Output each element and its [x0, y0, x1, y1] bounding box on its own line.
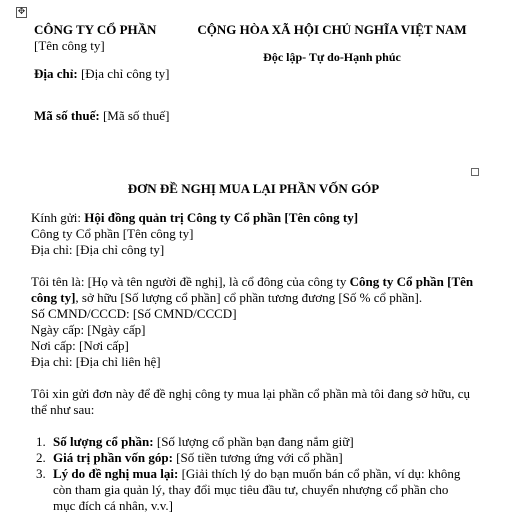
address-label: Địa chỉ: [34, 66, 78, 81]
address-value: [Địa chỉ công ty] [80, 66, 170, 81]
tax-value: [Mã số thuế] [102, 108, 170, 123]
item-value: [Giải thích lý do bạn muốn bán cổ phần, ví dụ: không còn tham gia quản lý, thay đổi mục tiêu đầu tư, chuyển nhượng cổ phần cho mục đích cá nhân, v.v.] [53, 466, 461, 513]
document-body [31, 210, 486, 514]
item-value: [Số lượng cổ phần bạn đang nắm giữ] [153, 434, 354, 449]
item-value: [Số tiền tương ứng với cổ phần] [172, 450, 343, 465]
item-label: Số lượng cổ phần: [53, 434, 154, 449]
document-title: ĐƠN ĐỀ NGHỊ MUA LẠI PHẦN VỐN GÓP [127, 181, 380, 196]
table-resize-handle-icon[interactable] [471, 168, 479, 176]
company-header [34, 22, 174, 54]
issue-date-line: Ngày cấp: [Ngày cấp] [31, 322, 146, 337]
request-details-list [31, 434, 469, 514]
recipient-address: Địa chỉ: [Địa chỉ công ty] [31, 242, 165, 257]
list-item [49, 466, 469, 514]
national-motto: Độc lập- Tự do-Hạnh phúc [263, 50, 401, 64]
recipient-line [31, 210, 486, 226]
id-number-line: Số CMND/CCCD: [Số CMND/CCCD] [31, 306, 237, 321]
tax-label: Mã số thuế: [34, 108, 100, 123]
recipient-value: Hội đồng quản trị Công ty Cổ phần [Tên công ty] [84, 210, 359, 225]
intro-text-a: Tôi tên là: [Họ và tên người đề nghị], là cổ đông của công ty [31, 274, 350, 289]
item-label: Lý do đề nghị mua lại: [53, 466, 179, 481]
list-item [49, 434, 469, 450]
list-item [49, 450, 469, 466]
national-title: CỘNG HÒA XÃ HỘI CHỦ NGHĨA VIỆT NAM [197, 22, 467, 37]
company-tax-code [34, 108, 174, 124]
recipient-label: Kính gửi: [31, 210, 85, 225]
company-name: [Tên công ty] [34, 38, 105, 53]
contact-address-line: Địa chỉ: [Địa chỉ liên hệ] [31, 354, 161, 369]
intro-text-b: , sở hữu [Số lượng cổ phần] cổ phần tương đương [Số % cổ phần]. [75, 290, 423, 305]
issue-place-line: Nơi cấp: [Nơi cấp] [31, 338, 129, 353]
intro-company: Công ty Cổ phần [Tên công ty] [31, 274, 474, 305]
item-label: Giá trị phần vốn góp: [53, 450, 173, 465]
recipient-company: Công ty Cổ phần [Tên công ty] [31, 226, 194, 241]
intro-paragraph [31, 274, 486, 306]
company-address [34, 66, 174, 82]
table-move-handle-icon[interactable]: ✥ [17, 7, 26, 17]
request-paragraph: Tôi xin gửi đơn này để đề nghị công ty mua lại phần cổ phần mà tôi đang sở hữu, cụ thể như sau: [31, 386, 471, 417]
company-type: CÔNG TY CỔ PHẦN [34, 22, 157, 37]
